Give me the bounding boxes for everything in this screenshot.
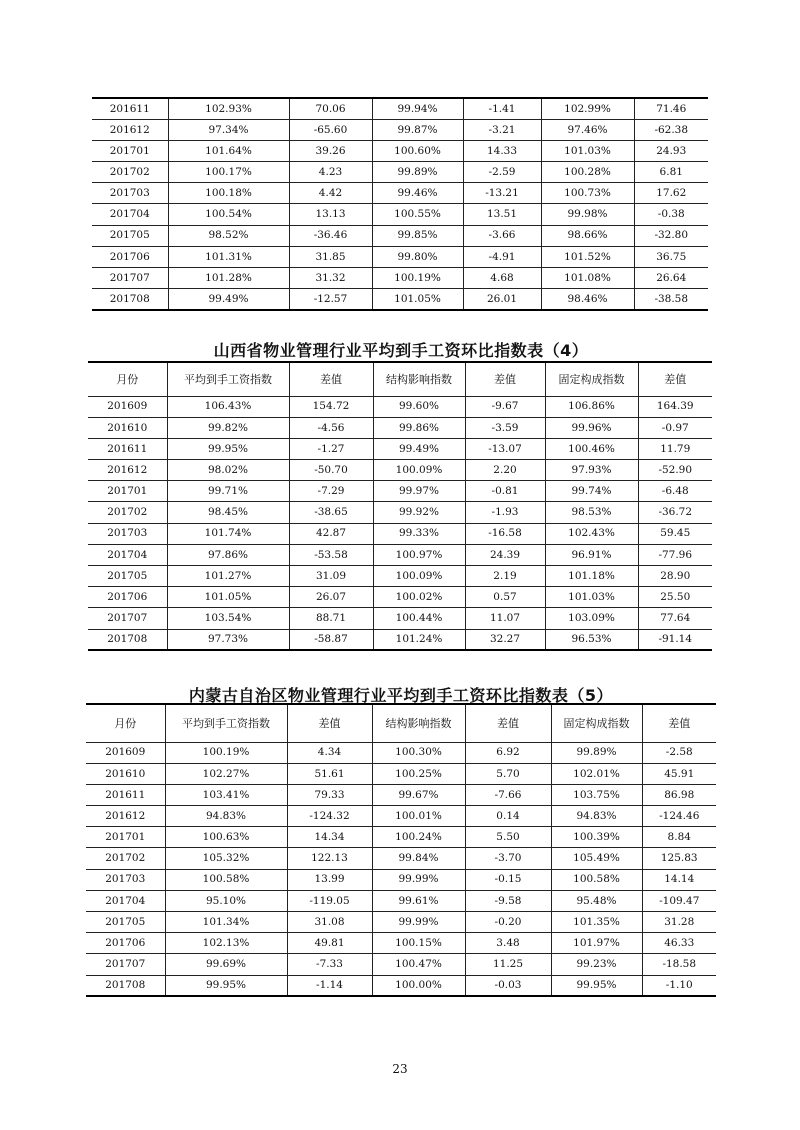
value-cell: -13.07 [465,438,545,459]
value-cell: -124.32 [287,806,372,827]
table-row [92,246,708,267]
month-cell: 201611 [86,784,165,805]
value-cell: 11.25 [465,954,551,975]
value-cell: 102.43% [545,523,638,544]
value-cell: 99.69% [165,954,287,975]
month-cell: 201701 [92,140,168,161]
value-cell: 99.74% [545,481,638,502]
month-cell: 201708 [92,289,168,310]
value-cell: -38.65 [289,502,373,523]
month-cell: 201704 [86,890,165,911]
value-cell: 99.96% [545,417,638,438]
table-row [88,438,712,459]
month-cell: 201703 [86,869,165,890]
value-cell: 32.27 [465,629,545,650]
value-cell: -0.97 [638,417,712,438]
value-cell: -3.21 [463,119,541,140]
value-cell: 99.94% [372,98,463,119]
value-cell: -58.87 [289,629,373,650]
value-cell: 99.95% [167,438,289,459]
value-cell: 102.27% [165,763,287,784]
month-cell: 201705 [86,912,165,933]
value-cell: 98.53% [545,502,638,523]
value-cell: 0.57 [465,587,545,608]
value-cell: 99.71% [167,481,289,502]
header-avg-wage-index: 平均到手工资指数 [165,704,287,742]
value-cell: -52.90 [638,460,712,481]
value-cell: -50.70 [289,460,373,481]
month-cell: 201706 [88,587,167,608]
value-cell: -0.81 [465,481,545,502]
table-row [86,954,716,975]
value-cell: 39.26 [289,140,372,161]
month-cell: 201701 [86,827,165,848]
table-4-title: 山西省物业管理行业平均到手工资环比指数表（4） [213,341,589,360]
value-cell: 101.52% [541,246,634,267]
value-cell: -0.38 [634,204,708,225]
value-cell: 97.93% [545,460,638,481]
header-diff: 差值 [642,704,716,742]
value-cell: 100.09% [373,460,465,481]
value-cell: 4.42 [289,183,372,204]
value-cell: -0.03 [465,975,551,996]
value-cell: 100.15% [372,933,465,954]
value-cell: -16.58 [465,523,545,544]
value-cell: 51.61 [287,763,372,784]
table-row [92,225,708,246]
month-cell: 201611 [88,438,167,459]
value-cell: 99.23% [551,954,642,975]
value-cell: 105.32% [165,848,287,869]
value-cell: 49.81 [287,933,372,954]
value-cell: -62.38 [634,119,708,140]
value-cell: 101.31% [168,246,289,267]
value-cell: 14.14 [642,869,716,890]
value-cell: -2.58 [642,742,716,763]
value-cell: 14.34 [287,827,372,848]
value-cell: 13.51 [463,204,541,225]
value-cell: 98.02% [167,460,289,481]
value-cell: 99.89% [372,162,463,183]
value-cell: 99.89% [551,742,642,763]
value-cell: 26.07 [289,587,373,608]
value-cell: -124.46 [642,806,716,827]
value-cell: 70.06 [289,98,372,119]
value-cell: 100.39% [551,827,642,848]
value-cell: 99.99% [372,912,465,933]
value-cell: 99.49% [373,438,465,459]
month-cell: 201703 [88,523,167,544]
table-row [86,763,716,784]
value-cell: 100.17% [168,162,289,183]
table-5-title: 内蒙古自治区物业管理行业平均到手工资环比指数表（5） [188,686,614,705]
value-cell: 100.25% [372,763,465,784]
value-cell: 101.03% [541,140,634,161]
value-cell: -38.58 [634,289,708,310]
header-month: 月份 [88,362,167,396]
table-4 [88,361,712,651]
table-row [92,183,708,204]
value-cell: 97.86% [167,544,289,565]
header-structure-index: 结构影响指数 [373,362,465,396]
month-cell: 201708 [88,629,167,650]
value-cell: 79.33 [287,784,372,805]
value-cell: -12.57 [289,289,372,310]
value-cell: 4.68 [463,268,541,289]
table-3-continued [92,97,708,311]
value-cell: -36.46 [289,225,372,246]
value-cell: 99.85% [372,225,463,246]
value-cell: 100.46% [545,438,638,459]
header-avg-wage-index: 平均到手工资指数 [167,362,289,396]
month-cell: 201612 [86,806,165,827]
value-cell: -91.14 [638,629,712,650]
table-row [92,289,708,310]
value-cell: 101.28% [168,268,289,289]
value-cell: 101.35% [551,912,642,933]
value-cell: -77.96 [638,544,712,565]
value-cell: 88.71 [289,608,373,629]
month-cell: 201702 [88,502,167,523]
value-cell: -2.59 [463,162,541,183]
value-cell: 99.95% [551,975,642,996]
table-row [92,119,708,140]
table-row [86,933,716,954]
value-cell: 14.33 [463,140,541,161]
value-cell: -1.41 [463,98,541,119]
table-row [92,140,708,161]
value-cell: 26.01 [463,289,541,310]
value-cell: -7.33 [287,954,372,975]
value-cell: 97.34% [168,119,289,140]
value-cell: 42.87 [289,523,373,544]
table-row [92,98,708,119]
value-cell: 6.92 [465,742,551,763]
value-cell: 86.98 [642,784,716,805]
value-cell: -3.66 [463,225,541,246]
value-cell: 164.39 [638,396,712,417]
header-fixed-index: 固定构成指数 [545,362,638,396]
value-cell: -4.91 [463,246,541,267]
month-cell: 201705 [92,225,168,246]
value-cell: 100.55% [372,204,463,225]
value-cell: 11.07 [465,608,545,629]
value-cell: 36.75 [634,246,708,267]
table-row [86,742,716,763]
table-row [86,975,716,996]
value-cell: 100.09% [373,566,465,587]
value-cell: -36.72 [638,502,712,523]
value-cell: 11.79 [638,438,712,459]
value-cell: 99.60% [373,396,465,417]
value-cell: 102.01% [551,763,642,784]
value-cell: 97.73% [167,629,289,650]
table-row [88,608,712,629]
value-cell: 99.87% [372,119,463,140]
month-cell: 201703 [92,183,168,204]
value-cell: 100.73% [541,183,634,204]
value-cell: 77.64 [638,608,712,629]
value-cell: 105.49% [551,848,642,869]
month-cell: 201704 [88,544,167,565]
month-cell: 201707 [86,954,165,975]
value-cell: 99.46% [372,183,463,204]
value-cell: 98.66% [541,225,634,246]
table-row [86,784,716,805]
value-cell: -6.48 [638,481,712,502]
value-cell: 96.53% [545,629,638,650]
table-row [88,481,712,502]
value-cell: 103.09% [545,608,638,629]
value-cell: 103.54% [167,608,289,629]
value-cell: -3.59 [465,417,545,438]
table-4-header-row [88,362,712,396]
value-cell: 0.14 [465,806,551,827]
value-cell: -1.10 [642,975,716,996]
month-cell: 201612 [92,119,168,140]
value-cell: 125.83 [642,848,716,869]
value-cell: 31.85 [289,246,372,267]
value-cell: 100.01% [372,806,465,827]
value-cell: 102.93% [168,98,289,119]
value-cell: 28.90 [638,566,712,587]
header-diff: 差值 [465,704,551,742]
month-cell: 201707 [92,268,168,289]
value-cell: 122.13 [287,848,372,869]
value-cell: 13.13 [289,204,372,225]
value-cell: 99.49% [168,289,289,310]
value-cell: 95.48% [551,890,642,911]
value-cell: 94.83% [551,806,642,827]
value-cell: 103.75% [551,784,642,805]
month-cell: 201610 [88,417,167,438]
value-cell: -1.14 [287,975,372,996]
header-diff: 差值 [465,362,545,396]
value-cell: -1.93 [465,502,545,523]
value-cell: -7.66 [465,784,551,805]
month-cell: 201706 [92,246,168,267]
value-cell: 100.97% [373,544,465,565]
table-row [86,912,716,933]
table-row [88,523,712,544]
value-cell: -3.70 [465,848,551,869]
table-row [88,396,712,417]
value-cell: 102.13% [165,933,287,954]
value-cell: 31.09 [289,566,373,587]
value-cell: 45.91 [642,763,716,784]
value-cell: 94.83% [165,806,287,827]
value-cell: 8.84 [642,827,716,848]
value-cell: 4.34 [287,742,372,763]
value-cell: 101.05% [167,587,289,608]
value-cell: 2.20 [465,460,545,481]
value-cell: 100.28% [541,162,634,183]
value-cell: 99.61% [372,890,465,911]
value-cell: 101.74% [167,523,289,544]
table-5 [86,703,716,997]
month-cell: 201702 [92,162,168,183]
value-cell: -53.58 [289,544,373,565]
table-row [88,544,712,565]
table-row [88,417,712,438]
value-cell: -9.67 [465,396,545,417]
value-cell: 100.19% [372,268,463,289]
value-cell: 106.43% [167,396,289,417]
value-cell: 4.23 [289,162,372,183]
month-cell: 201612 [88,460,167,481]
value-cell: 99.82% [167,417,289,438]
value-cell: 5.70 [465,763,551,784]
month-cell: 201609 [86,742,165,763]
table-row [86,848,716,869]
value-cell: 101.03% [545,587,638,608]
value-cell: 101.27% [167,566,289,587]
value-cell: 100.18% [168,183,289,204]
value-cell: 17.62 [634,183,708,204]
header-structure-index: 结构影响指数 [372,704,465,742]
value-cell: 106.86% [545,396,638,417]
value-cell: 100.63% [165,827,287,848]
value-cell: -65.60 [289,119,372,140]
table-row [92,162,708,183]
value-cell: 31.32 [289,268,372,289]
value-cell: 102.99% [541,98,634,119]
header-diff: 差值 [638,362,712,396]
value-cell: 101.08% [541,268,634,289]
value-cell: 99.84% [372,848,465,869]
month-cell: 201701 [88,481,167,502]
value-cell: 31.28 [642,912,716,933]
value-cell: 99.67% [372,784,465,805]
value-cell: -109.47 [642,890,716,911]
value-cell: 100.44% [373,608,465,629]
value-cell: 26.64 [634,268,708,289]
value-cell: 101.05% [372,289,463,310]
value-cell: -9.58 [465,890,551,911]
value-cell: 101.97% [551,933,642,954]
value-cell: 100.30% [372,742,465,763]
value-cell: 97.46% [541,119,634,140]
header-month: 月份 [86,704,165,742]
table-row [88,502,712,523]
value-cell: 103.41% [165,784,287,805]
month-cell: 201708 [86,975,165,996]
page-number: 23 [392,1062,408,1076]
value-cell: 99.33% [373,523,465,544]
month-cell: 201705 [88,566,167,587]
value-cell: 96.91% [545,544,638,565]
value-cell: 31.08 [287,912,372,933]
value-cell: 99.98% [541,204,634,225]
value-cell: 154.72 [289,396,373,417]
value-cell: 5.50 [465,827,551,848]
value-cell: 46.33 [642,933,716,954]
value-cell: 13.99 [287,869,372,890]
table-row [88,629,712,650]
value-cell: 100.58% [165,869,287,890]
value-cell: 100.19% [165,742,287,763]
table-row [86,869,716,890]
value-cell: 100.47% [372,954,465,975]
table-row [86,806,716,827]
value-cell: 101.34% [165,912,287,933]
table-row [88,460,712,481]
table-row [86,890,716,911]
value-cell: -1.27 [289,438,373,459]
value-cell: 98.45% [167,502,289,523]
table-row [86,827,716,848]
value-cell: 95.10% [165,890,287,911]
month-cell: 201702 [86,848,165,869]
value-cell: -13.21 [463,183,541,204]
table-row [88,587,712,608]
value-cell: 99.99% [372,869,465,890]
month-cell: 201704 [92,204,168,225]
header-diff: 差值 [287,704,372,742]
month-cell: 201611 [92,98,168,119]
month-cell: 201706 [86,933,165,954]
value-cell: -0.15 [465,869,551,890]
value-cell: 99.80% [372,246,463,267]
table-5-header-row [86,704,716,742]
value-cell: 2.19 [465,566,545,587]
month-cell: 201707 [88,608,167,629]
value-cell: 100.24% [372,827,465,848]
value-cell: 100.60% [372,140,463,161]
value-cell: 3.48 [465,933,551,954]
value-cell: -0.20 [465,912,551,933]
value-cell: -32.80 [634,225,708,246]
value-cell: 100.58% [551,869,642,890]
value-cell: 25.50 [638,587,712,608]
value-cell: -119.05 [287,890,372,911]
value-cell: 98.52% [168,225,289,246]
value-cell: 99.97% [373,481,465,502]
value-cell: 101.64% [168,140,289,161]
value-cell: 100.02% [373,587,465,608]
header-diff: 差值 [289,362,373,396]
value-cell: 71.46 [634,98,708,119]
table-row [88,566,712,587]
table-row [92,268,708,289]
month-cell: 201609 [88,396,167,417]
value-cell: 101.24% [373,629,465,650]
table-row [92,204,708,225]
header-fixed-index: 固定构成指数 [551,704,642,742]
value-cell: -18.58 [642,954,716,975]
value-cell: 100.00% [372,975,465,996]
value-cell: 99.95% [165,975,287,996]
value-cell: 98.46% [541,289,634,310]
value-cell: 99.86% [373,417,465,438]
value-cell: 59.45 [638,523,712,544]
month-cell: 201610 [86,763,165,784]
value-cell: 101.18% [545,566,638,587]
value-cell: -7.29 [289,481,373,502]
value-cell: 99.92% [373,502,465,523]
value-cell: 6.81 [634,162,708,183]
value-cell: 24.39 [465,544,545,565]
value-cell: -4.56 [289,417,373,438]
value-cell: 100.54% [168,204,289,225]
value-cell: 24.93 [634,140,708,161]
